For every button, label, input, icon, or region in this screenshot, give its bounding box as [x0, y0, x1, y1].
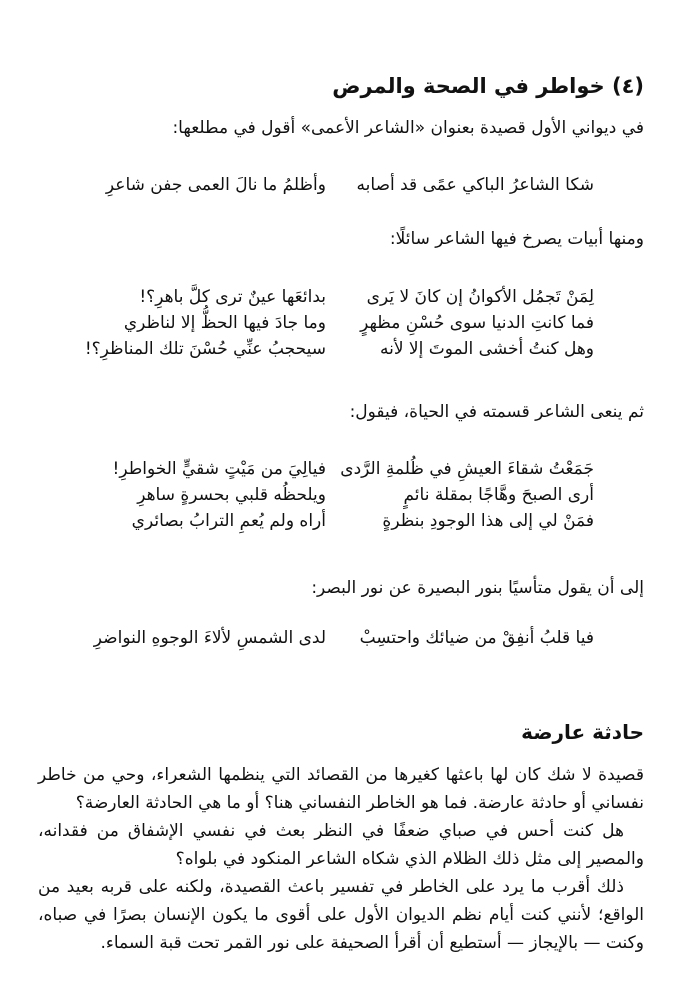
- verse-second-hemistich: وما جادَ فيها الحظُّ إلا لناظري: [123, 313, 326, 333]
- verse-block-3: [40, 456, 644, 534]
- verse-second-hemistich: سيحجبُ عنِّي حُسْنَ تلك المناظرِ؟!: [84, 339, 326, 359]
- verse-line: [40, 336, 644, 362]
- opening-verse-block: [40, 172, 644, 198]
- lead-paragraph-2: ومنها أبيات يصرخ فيها الشاعر سائلًا:: [389, 229, 644, 249]
- prose-body: [38, 761, 644, 957]
- prose-paragraph: قصيدة لا شك كان لها باعثها كغيرها من القصائد التي ينظمها الشعراء، وحي من خاطر نفساني أو حادثة عارضة. فما هو الخاطر النفساني هنا؟ أو ما هي الحادثة العارضة؟: [38, 765, 644, 813]
- verse-first-hemistich: فيا قلبُ أنفِقْ من ضيائك واحتسِبْ: [359, 628, 594, 648]
- verse-line: [40, 284, 644, 310]
- verse-second-hemistich: لدى الشمسِ لألاءَ الوجوهِ النواضرِ: [93, 628, 326, 648]
- prose-paragraph: هل كنت أحس في صباي ضعفًا في النظر بعث في نفسي الإشفاق من فقدانه، والمصير إلى مثل ذلك الظلام الذي شكاه الشاعر المنكود في بلواه؟: [38, 821, 644, 869]
- verse-line: [40, 310, 644, 336]
- verse-second-hemistich: فيالِيَ من مَيْتٍ شقيٍّ الخواطرِ!: [112, 459, 326, 479]
- section-heading-health-and-illness: (٤) خواطر في الصحة والمرض: [332, 74, 644, 98]
- verse-second-hemistich: أراه ولم يُعمِ الترابُ بصائري: [131, 511, 326, 531]
- verse-first-hemistich: جَمَعْتُ شقاءَ العيشِ في ظُلمةِ الرَّدى: [340, 459, 594, 479]
- verse-first-hemistich: فمَنْ لي إلى هذا الوجودِ بنظرةٍ: [382, 511, 594, 531]
- verse-line: [40, 482, 644, 508]
- verse-first-hemistich: أرى الصبحَ وهَّاجًا بمقلة نائمٍ: [403, 485, 594, 505]
- prose-paragraph: ذلك أقرب ما يرد على الخاطر في تفسير باعث القصيدة، ولكنه على قربه بعيد من الواقع؛ لأنني كنت أيام نظم الديوان الأول على أقوى ما يكون الإنسان بصرًا في صباه، وكنت — بالإيجاز — أستطيع أن أقرأ الصحيفة على نور القمر تحت قبة السماء.: [38, 877, 644, 953]
- verse-block-2: [40, 284, 644, 362]
- lead-paragraph-4: إلى أن يقول متأسيًا بنور البصيرة عن نور البصر:: [311, 578, 644, 598]
- verse-line: [40, 172, 644, 198]
- verse-first-hemistich: فما كانتِ الدنيا سوى حُسْنِ مظهرٍ: [360, 313, 594, 333]
- verse-second-hemistich: بدائعَها عينٌ ترى كلَّ باهرِ؟!: [139, 287, 326, 307]
- verse-line: [40, 625, 644, 651]
- verse-second-hemistich: وأظلمُ ما نالَ العمى جفن شاعرِ: [105, 175, 326, 195]
- verse-block-4: [40, 625, 644, 651]
- verse-first-hemistich: لِمَنْ تَجمُل الأكوانُ إن كانَ لا يَرى: [366, 287, 594, 307]
- verse-second-hemistich: ويلحظُه قلبي بحسرةٍ ساهرِ: [137, 485, 326, 505]
- verse-first-hemistich: وهل كنتُ أخشى الموتَ إلا لأنه: [379, 339, 594, 359]
- intro-paragraph: في ديواني الأول قصيدة بعنوان «الشاعر الأعمى» أقول في مطلعها:: [172, 118, 644, 138]
- verse-line: [40, 508, 644, 534]
- section-heading-incidental-event: حادثة عارضة: [521, 720, 644, 744]
- verse-first-hemistich: شكا الشاعرُ الباكي عمًى قد أصابه: [356, 175, 594, 195]
- verse-line: [40, 456, 644, 482]
- lead-paragraph-3: ثم ينعى الشاعر قسمته في الحياة، فيقول:: [349, 402, 644, 422]
